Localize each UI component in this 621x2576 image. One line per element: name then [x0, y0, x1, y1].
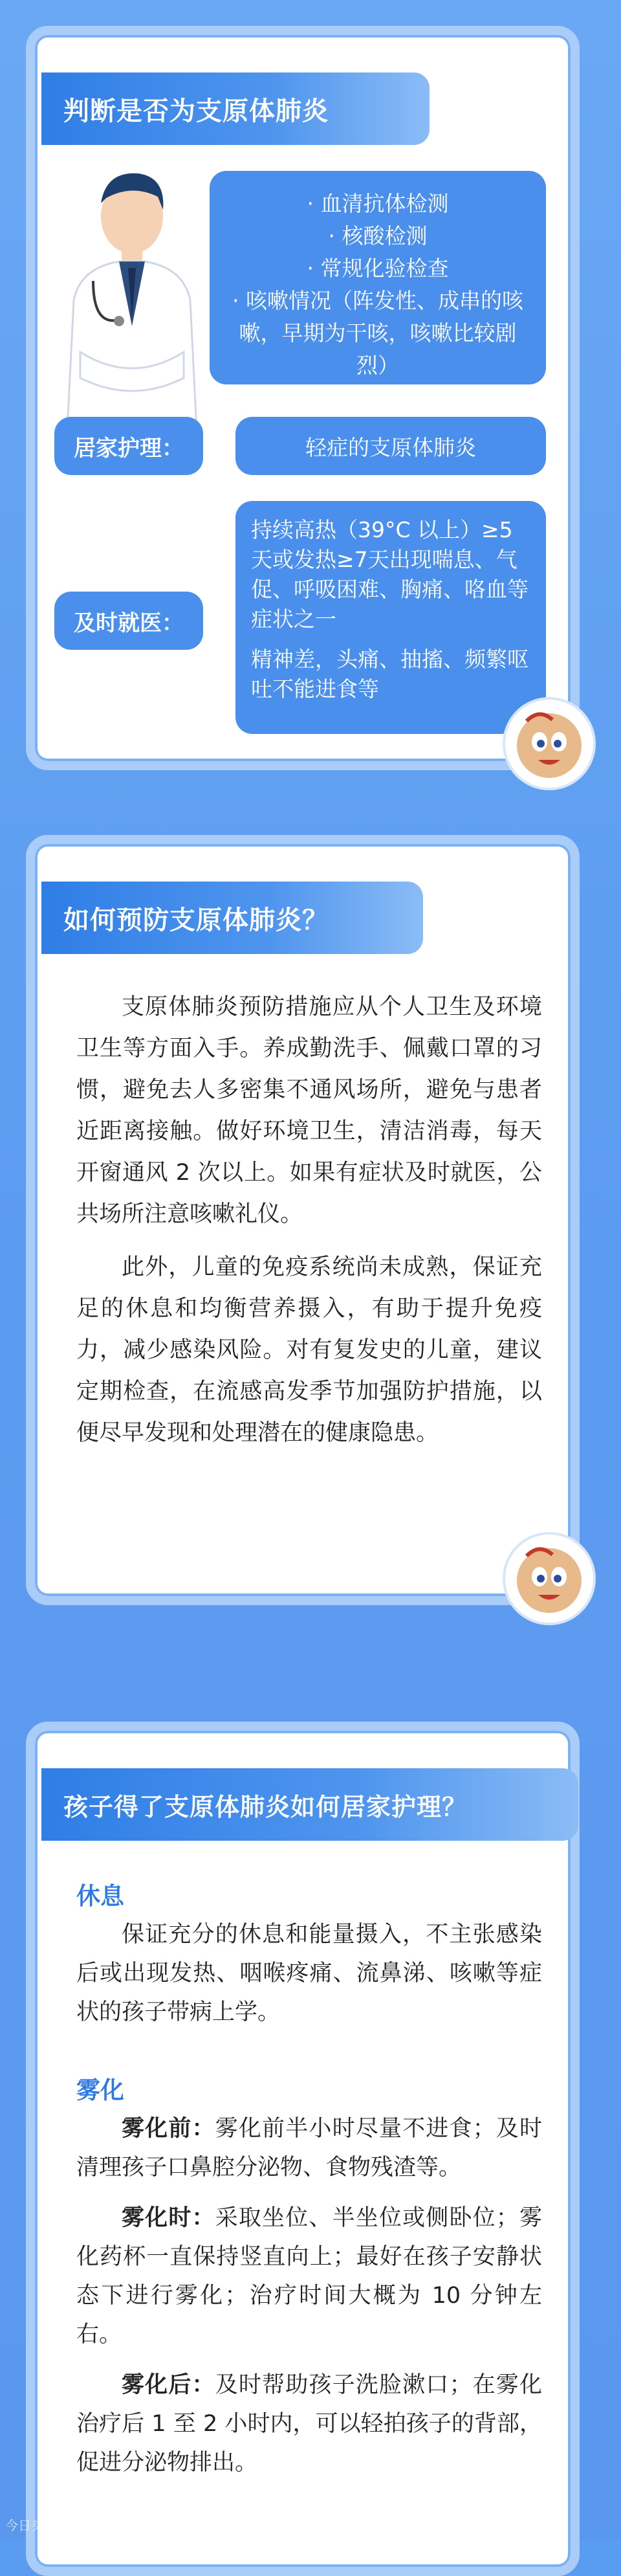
mascot-icon [501, 1530, 598, 1627]
paragraph: 保证充分的休息和能量摄入，不主张感染后或出现发热、咽喉疼痛、流鼻涕、咳嗽等症状的孩子带病上学。 [76, 1922, 542, 2025]
rest-text [76, 1915, 542, 2043]
paragraph: 支原体肺炎预防措施应从个人卫生及环境卫生等方面入手。养成勤洗手、佩戴口罩的习惯，避免去人多密集不通风场所，避免与患者近距离接触。做好环境卫生，清洁消毒，每天开窗通风 2 次以上。如果有症状及时就医，公共场所注意咳嗽礼仪。 [76, 994, 542, 1227]
nebulization-heading: 雾化 [76, 2076, 124, 2104]
card-diagnosis [26, 26, 580, 770]
nebulization-text [76, 2109, 542, 2494]
prevention-text [76, 986, 542, 1465]
mascot-icon [501, 695, 598, 792]
see-doctor-box [235, 501, 546, 734]
doctor-illustration [54, 158, 210, 430]
home-care-value: 轻症的支原体肺炎 [235, 417, 546, 475]
see-doctor-text-1: 持续高热（39°C 以上）≥5天或发热≥7天出现喘息、气促、呼吸困难、胸痛、咯血等症状之一 [251, 517, 528, 632]
see-doctor-text-2: 精神差，头痛、抽搐、频繁呕吐不能进食等 [251, 647, 528, 702]
tests-box [210, 171, 546, 384]
neb-item: 雾化前：雾化前半小时尽量不进食；及时清理孩子口鼻腔分泌物、食物残渣等。 [76, 2116, 542, 2181]
test-item: · 咳嗽情况（阵发性、成串的咳嗽，早期为干咳，咳嗽比较剧烈） [232, 288, 523, 378]
test-item: · 核酸检测 [328, 223, 428, 249]
section-title: 孩子得了支原体肺炎如何居家护理？ [41, 1768, 578, 1841]
section-title: 判断是否为支原体肺炎 [41, 72, 430, 145]
card-prevention [26, 835, 580, 1605]
see-doctor-label: 及时就医： [54, 592, 203, 650]
neb-item: 雾化后：及时帮助孩子洗脸漱口；在雾化治疗后 1 至 2 小时内，可以轻拍孩子的背部，促进分泌物排出。 [76, 2372, 542, 2476]
home-care-label: 居家护理： [54, 417, 203, 475]
card-home-care [26, 1722, 580, 2576]
rest-heading: 休息 [76, 1882, 124, 1910]
test-item: · 常规化验检查 [307, 256, 449, 281]
watermark: 今日头条 [5, 2518, 57, 2533]
test-item: · 血清抗体检测 [307, 191, 449, 216]
neb-item: 雾化时：采取坐位、半坐位或侧卧位；雾化药杯一直保持竖直向上；最好在孩子安静状态下进行雾化；治疗时间大概为 10 分钟左右。 [76, 2205, 542, 2348]
section-title: 如何预防支原体肺炎？ [41, 882, 423, 954]
paragraph: 此外，儿童的免疫系统尚未成熟，保证充足的休息和均衡营养摄入，有助于提升免疫力，减少感染风险。对有复发史的儿童，建议定期检查，在流感高发季节加强防护措施，以便尽早发现和处理潜在的健康隐患。 [76, 1254, 542, 1446]
